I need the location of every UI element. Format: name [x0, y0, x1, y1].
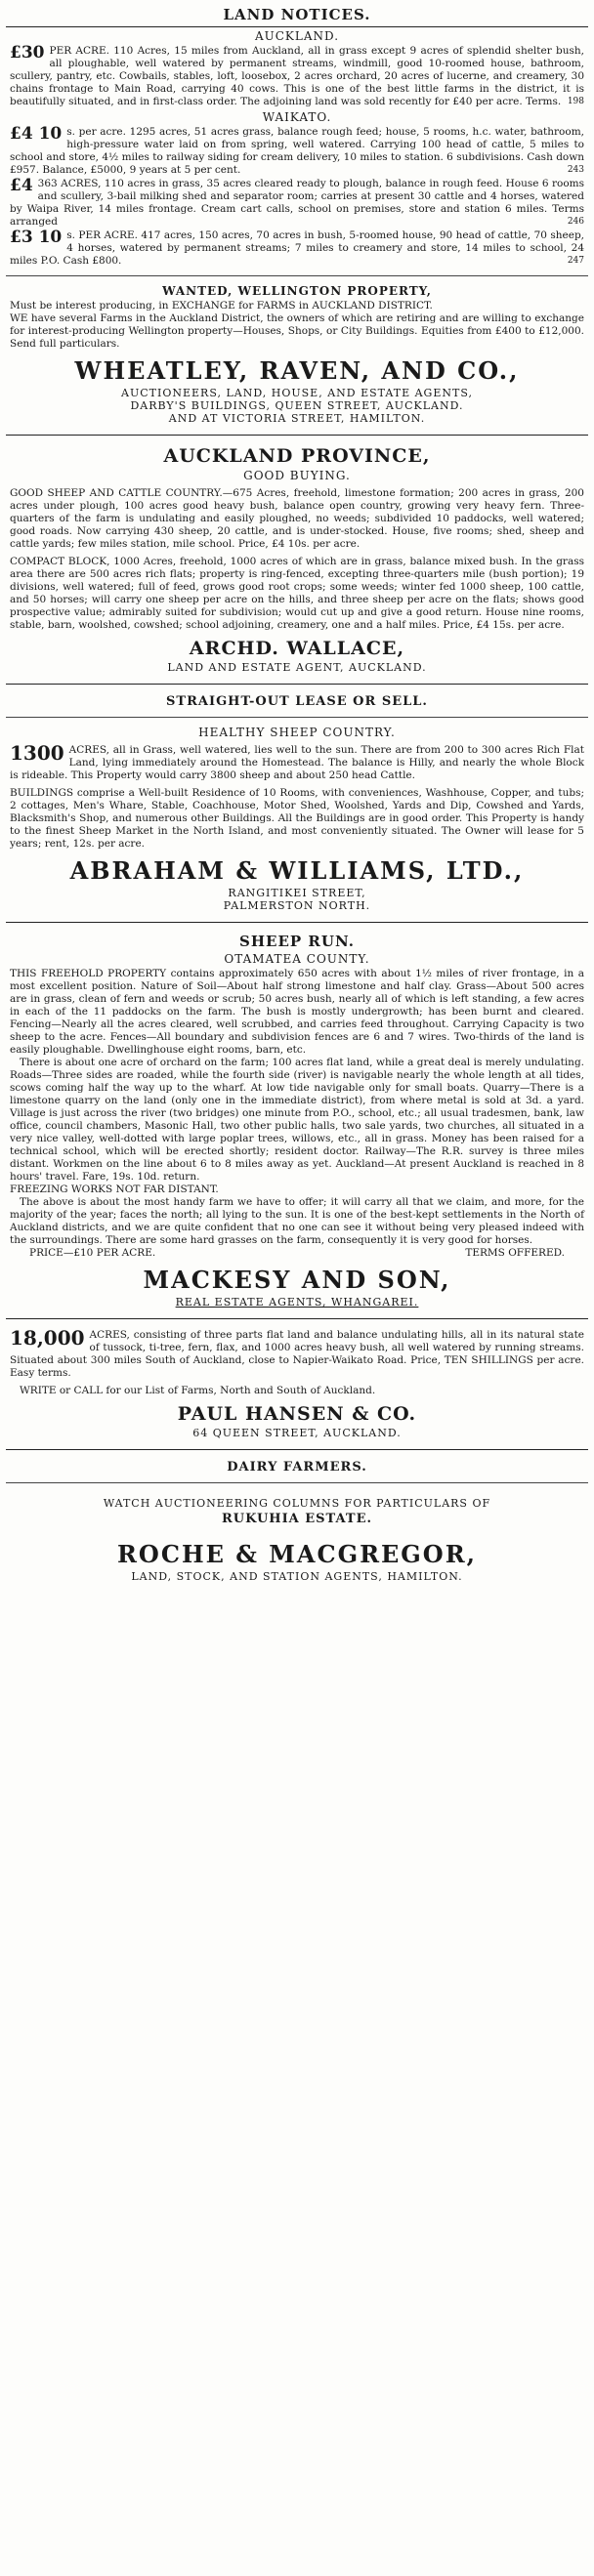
lease-town: PALMERSTON NORTH. — [223, 899, 371, 912]
listing-price: £3 10 — [10, 228, 63, 247]
listing-price: £4 — [10, 176, 33, 195]
wheatley-line1: AUCTIONEERS, LAND, HOUSE, AND ESTATE AGENTS, — [121, 387, 473, 399]
wheatley-name: WHEATLEY, RAVEN, AND CO., — [74, 356, 520, 385]
sheeprun-price-row — [10, 1247, 584, 1260]
divider — [6, 717, 588, 718]
listing-price: £4 10 — [10, 124, 63, 144]
hansen-write: WRITE or CALL for our List of Farms, North and South of Auckland. — [20, 1385, 376, 1396]
divider — [6, 1318, 588, 1319]
dairy-line: WATCH AUCTIONEERING COLUMNS FOR PARTICULARS OF — [103, 1497, 491, 1510]
lease-title: STRAIGHT-OUT LEASE OR SELL. — [166, 694, 428, 709]
region-waikato: WAIKATO. — [262, 110, 332, 124]
hansen-listing — [10, 1326, 584, 1380]
listing-4 — [10, 229, 584, 268]
province-sub: GOOD BUYING. — [243, 469, 351, 482]
listing-text: s. per acre. 1295 acres, 51 acres grass, balance rough feed; house, 5 rooms, h.c. water, bathroom, high-pressure water laid on from spring, well watered. Carrying 100 head of cattle, 5 miles to school and store, 4½ miles to railway siding for cream delivery, 10 miles to station. 6 subdivisions. Cash down £957. Balance, £5000, 9 years at 5 per cent. — [10, 126, 584, 176]
dairy-title: DAIRY FARMERS. — [227, 1460, 367, 1475]
province-agent: ARCHD. WALLACE, — [189, 638, 405, 659]
lease-agent: ABRAHAM & WILLIAMS, LTD., — [69, 856, 525, 885]
wheatley-line3: AND AT VICTORIA STREET, HAMILTON. — [168, 412, 426, 425]
hansen-address: 64 QUEEN STREET, AUCKLAND. — [192, 1427, 402, 1439]
listing-ref: 247 — [567, 256, 584, 266]
sheeprun-terms: TERMS OFFERED. — [465, 1247, 565, 1259]
listing-text: 363 ACRES, 110 acres in grass, 35 acres cleared ready to plough, balance in rough feed. House 6 rooms and scullery, 3-bail milking shed and separator room; carries at present 30 cattle and 4 horses, watered by Waipa River, 14 miles frontage. Cream cart calls, school on premises, store and station 6 miles. Terms arranged — [10, 178, 584, 228]
hansen-acres: 18,000 — [10, 1326, 85, 1350]
province-p1: GOOD SHEEP AND CATTLE COUNTRY.—675 Acres, freehold, limestone formation; 200 acres in grass, 200 acres under plough, 100 acres good heavy bush, balance open country, growing very heavy fern. Three-quarters of the farm is undulating and easily ploughed, no weeds; subdivided 10 paddocks, well watered; good roads. Now carrying 430 sheep, 20 cattle, and is under-stocked. House, five rooms; shed, sheep and cattle yards; few miles station, mile school. Price, £4 10s. per acre. — [10, 487, 584, 550]
lease-street: RANGITIKEI STREET, — [228, 887, 366, 899]
dairy-agent: ROCHE & MACGREGOR, — [116, 1540, 478, 1568]
sheeprun-p1: THIS FREEHOLD PROPERTY contains approximately 650 acres with about 1½ miles of river frontage, in a most excellent position. Nature of Soil—About half strong limestone and half clay. Grass—About 500 acres are in grass, clean of fern and weeds or scrub; 50 acres bush, nearly all of which is left standing, a few acres in each of the 11 paddocks on the farm. The bush is mostly undergrowth; has been burnt and cleared. Fencing—Nearly all the acres cleared, well scrubbed, and carries feed throughout. Carrying Capacity is two sheep to the acre. Fences—All boundary and subdivision fences are 6 and 7 wires. Two-thirds of the land is easily ploughable. Dwellinghouse eight rooms, barn, etc. — [10, 968, 584, 1056]
sheeprun-p4: The above is about the most handy farm we have to offer; it will carry all that we claim, and more, for the majority of the year; faces the north; all lying to the sun. It is one of the best-kept settlements in the North of Auckland districts, and we are quite confident that no one can see it without being very pleased indeed with the surroundings. There are some hard grasses on the farm, consequently it is very good for horses. — [10, 1196, 584, 1246]
dairy-estate: RUKUHIA ESTATE. — [221, 1512, 373, 1526]
province-title: AUCKLAND PROVINCE, — [163, 445, 431, 467]
divider — [6, 684, 588, 685]
divider — [6, 1482, 588, 1483]
province-p2: COMPACT BLOCK, 1000 Acres, freehold, 1000 acres of which are in grass, balance mixed bush. In the grass area there are 500 acres rich flats; property is ring-fenced, excepting three-quarters mile (bush portion); 19 divisions, well watered; full of feed, grows good root crops; some weeds; winter fed 1000 sheep, 100 cattle, and 50 horses; will carry one sheep per acre on the hills, and three sheep per acre on the flats; shows good prospective value; admirably suited for subdivision; would cut up and give a good return. House nine rooms, stable, barn, woolshed, cowshed; school adjoining, creamery, one and a half miles. Price, £4 15s. per acre. — [10, 556, 584, 631]
listing-3 — [10, 178, 584, 229]
sheeprun-agent: MACKESY AND SON, — [143, 1266, 451, 1294]
listing-text: s. PER ACRE. 417 acres, 150 acres, 70 acres in bush, 5-roomed house, 90 head of cattle, 70 sheep, 4 horses, watered by permanent streams; 7 miles to creamery and store, 14 miles to school, 24 miles P.O. Cash £800. — [10, 229, 584, 267]
divider — [6, 275, 588, 276]
lease-p1-text: ACRES, all in Grass, well watered, lies well to the sun. There are from 200 to 300 acres Rich Flat Land, lying immediately around the Homestead. The balance is Hilly, and nearly the whole Block is rideable. This Property would carry 3800 sheep and about 250 head Cattle. — [10, 744, 584, 781]
dairy-agent-sub: LAND, STOCK, AND STATION AGENTS, HAMILTON. — [131, 1570, 463, 1583]
section-header: LAND NOTICES. — [6, 4, 588, 27]
wellington-text: WE have several Farms in the Auckland District, the owners of which are retiring and are willing to exchange for interest-producing Wellington property—Houses, Shops, or City Buildings. Equities from £400 to £12,000. Send full particulars. — [10, 312, 584, 350]
sheeprun-agent-sub: REAL ESTATE AGENTS, WHANGAREI. — [175, 1296, 419, 1309]
hansen-text: ACRES, consisting of three parts flat land and balance undulating hills, all in its natural state of tussock, ti-tree, fern, flax, and 1000 acres heavy bush, all well watered by running streams. Situated about 300 miles South of Auckland, close to Napier-Waikato Road. Price, TEN SHILLINGS per acre. Easy terms. — [10, 1329, 584, 1379]
hansen-agent: PAUL HANSEN & CO. — [177, 1403, 417, 1425]
listing-2 — [10, 126, 584, 177]
lease-sub: HEALTHY SHEEP COUNTRY. — [198, 726, 396, 739]
listing-ref: 198 — [567, 97, 584, 106]
sheeprun-price: PRICE—£10 PER ACRE. — [29, 1247, 156, 1259]
wheatley-line2: DARBY'S BUILDINGS, QUEEN STREET, AUCKLAND. — [130, 399, 464, 412]
wellington-title: WANTED, WELLINGTON PROPERTY, — [162, 284, 432, 298]
sheeprun-p2: There is about one acre of orchard on the farm; 100 acres flat land, while a great deal is merely undulating. Roads—Three sides are roaded, while the fourth side (river) is navigable nearly the whole length at all tides, scows coming half the way up to the wharf. At low tide navigable only for small boats. Quarry—There is a limestone quarry on the land (only one in the immediate district), from where metal is sold at 3d. a yard. Village is just across the river (two bridges) one minute from P.O., school, etc.; all usual tradesmen, bank, law office, council chambers, Masonic Hall, two other public halls, two sale yards, two churches, all situated in a very nice valley, well-dotted with large poplar trees, willows, etc., all in grass. Money has been raised for a technical school, which will be erected shortly; resident doctor. Railway—The R.R. survey is three miles distant. Workmen on the line about 6 to 8 miles away as yet. Auckland—At present Auckland is reached in 8 hours' travel. Fare, 19s. 10d. return. — [10, 1057, 584, 1183]
province-agent-sub: LAND AND ESTATE AGENT, AUCKLAND. — [167, 661, 427, 674]
sheeprun-title: SHEEP RUN. — [239, 933, 355, 950]
divider — [6, 1449, 588, 1450]
region-auckland: AUCKLAND. — [254, 29, 340, 43]
lease-p2: BUILDINGS comprise a Well-built Residence of 10 Rooms, with conveniences, Washhouse, Copper, and tubs; 2 cottages, Men's Whare, Stable, Coachhouse, Motor Shed, Woolshed, Yards and Dip, Cowshed and Yards, Blacksmith's Shop, and numerous other Buildings. All the Buildings are in good order. This Property is handy to the finest Sheep Market in the North Island, and most conveniently situated. The Owner will lease for 5 years; rent, 12s. per acre. — [10, 787, 584, 850]
sheeprun-p3: FREEZING WORKS NOT FAR DISTANT. — [10, 1184, 219, 1195]
listing-price: £30 — [10, 43, 45, 62]
listing-ref: 243 — [567, 165, 584, 175]
listing-text: PER ACRE. 110 Acres, 15 miles from Auckland, all in grass except 9 acres of splendid shelter bush, all ploughable, well watered by permanent streams, windmill, good 10-roomed house, bathroom, scullery, pantry, etc. Cowbails, stables, loft, loosebox, 2 acres orchard, 20 acres of lucerne, and creamery, 30 chains frontage to Main Road, carrying 40 cows. This is one of the best little farms in the district, it is beautifully situated, and in first-class order. The adjoining land was sold recently for £40 per acre. Terms. — [10, 45, 584, 107]
wellington-sub: Must be interest producing, in EXCHANGE for FARMS in AUCKLAND DISTRICT. — [10, 300, 433, 312]
divider — [6, 922, 588, 923]
listing-ref: 246 — [567, 217, 584, 227]
divider — [6, 435, 588, 436]
listing-1 — [10, 45, 584, 108]
sheeprun-county: OTAMATEA COUNTY. — [224, 952, 370, 966]
lease-acres: 1300 — [10, 741, 64, 765]
lease-p1 — [10, 741, 584, 782]
